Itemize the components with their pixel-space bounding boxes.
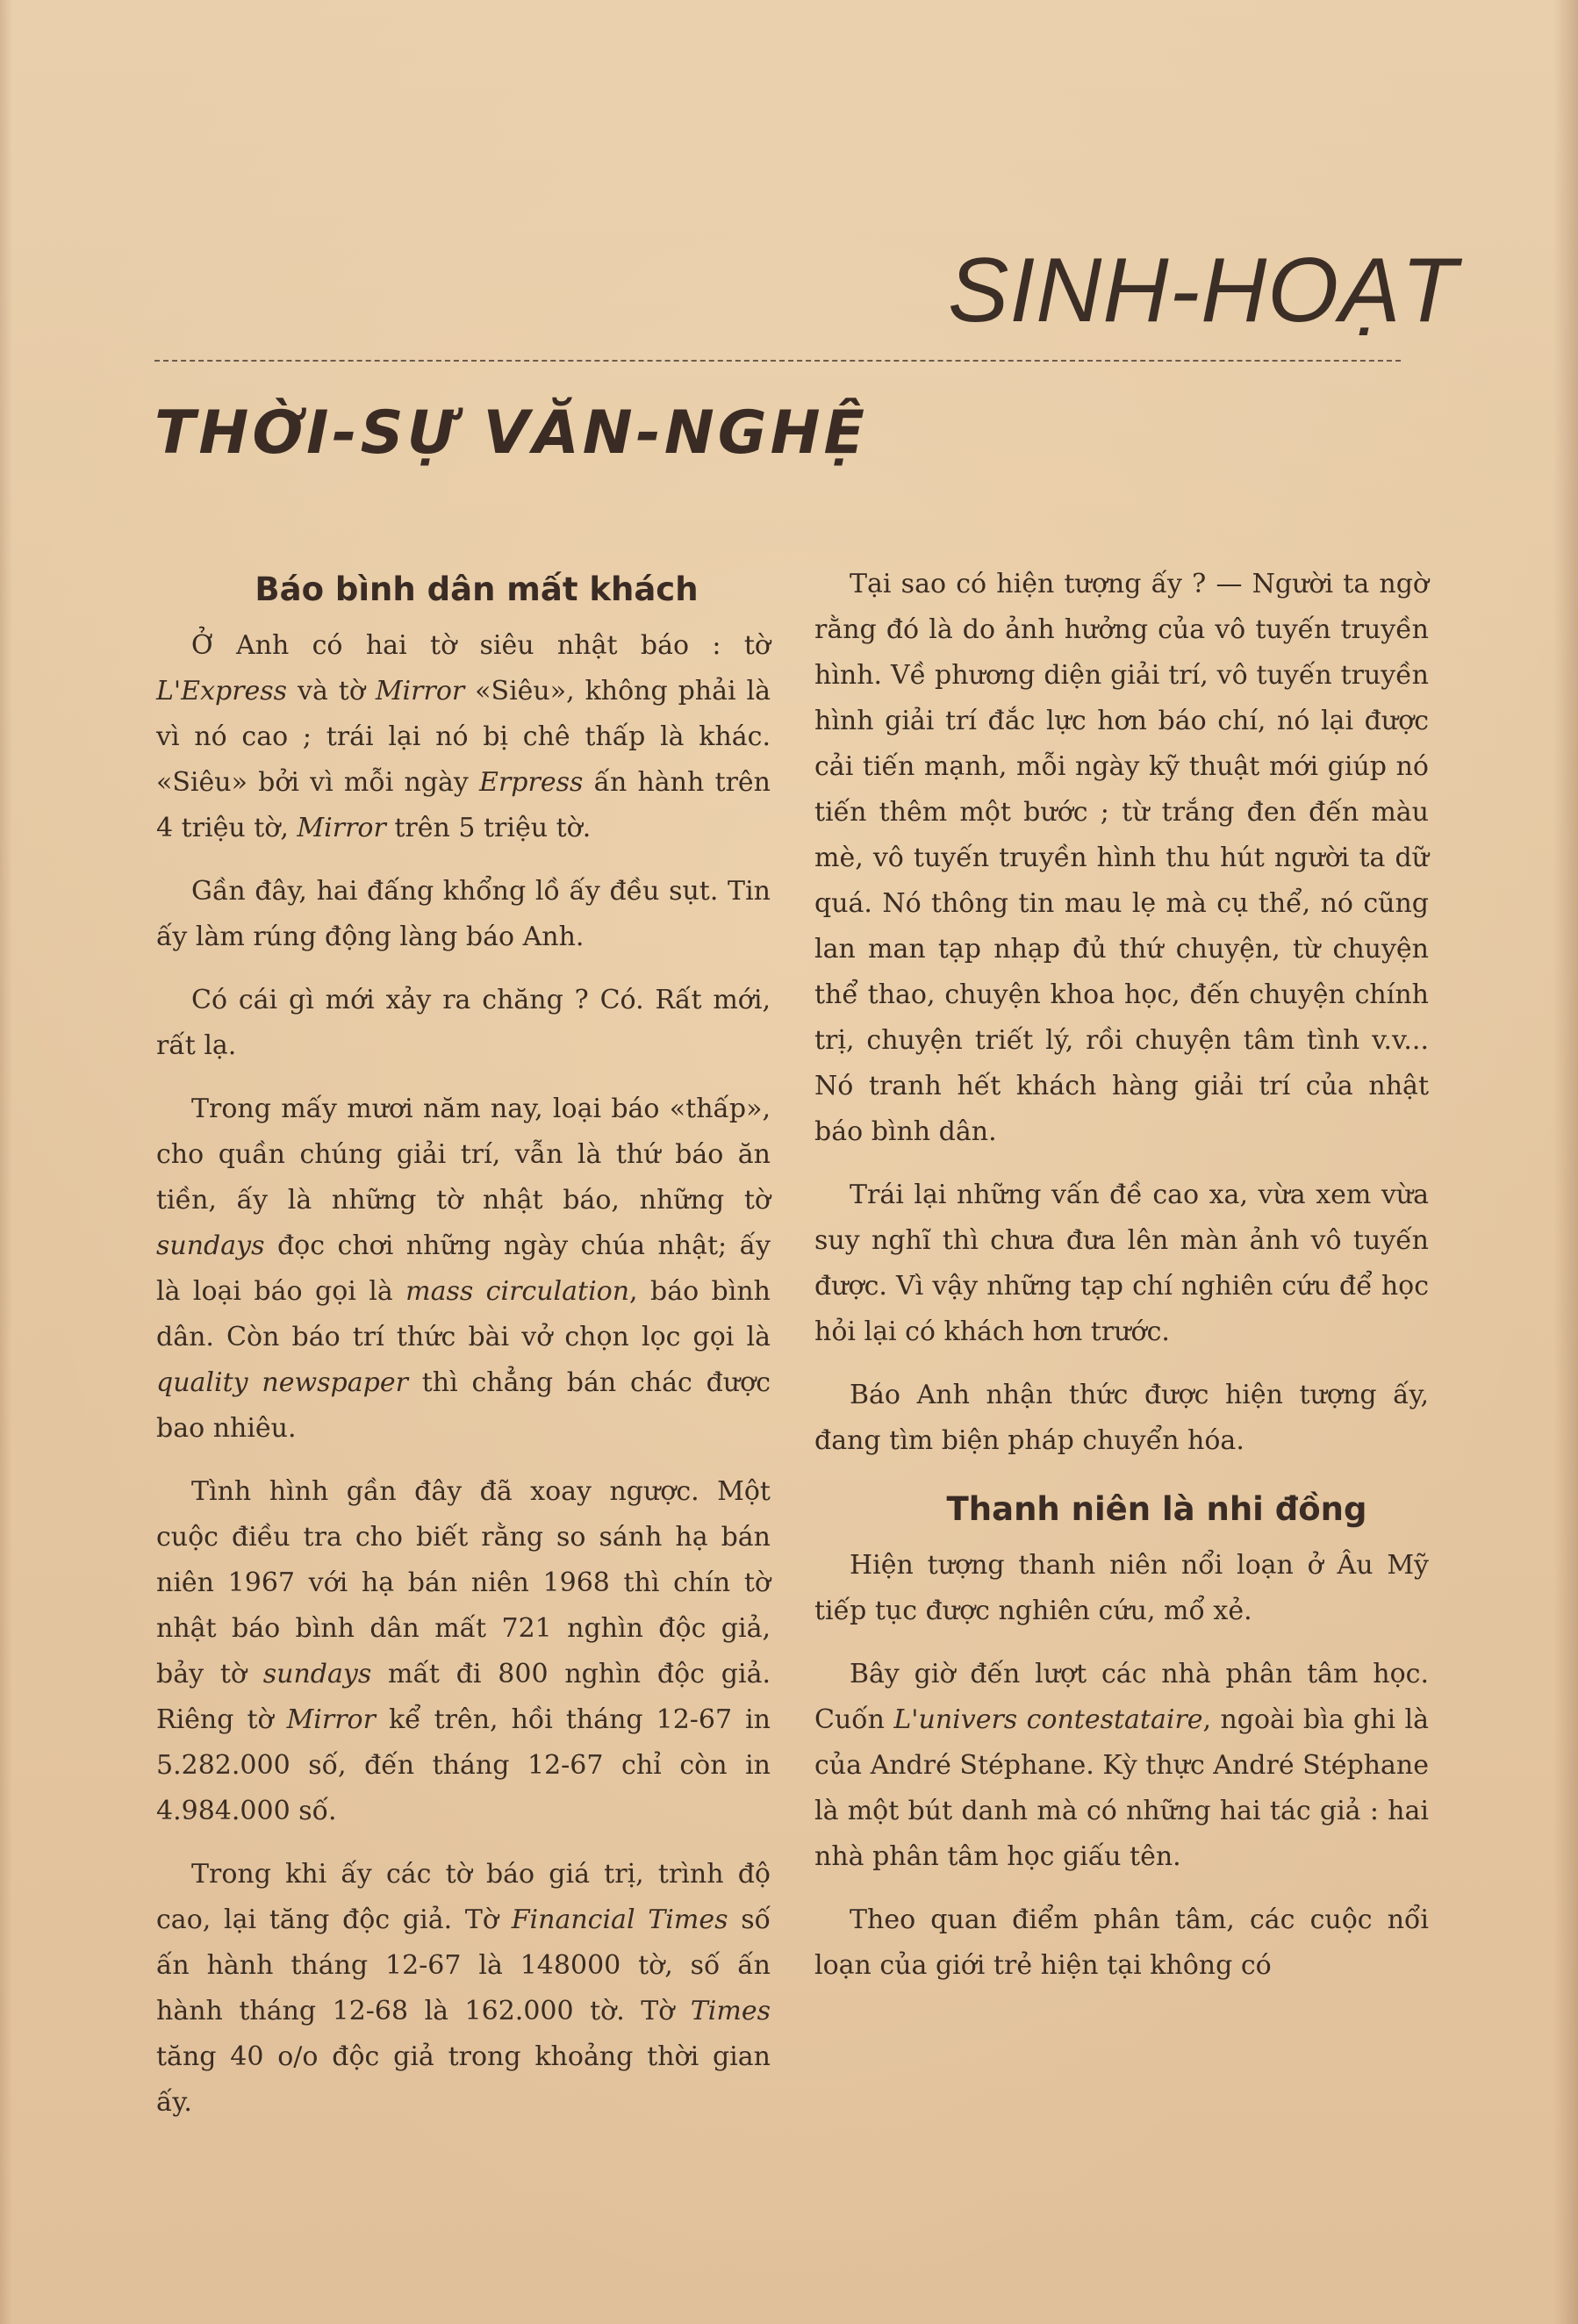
header-divider — [154, 360, 1401, 362]
paragraph: Báo Anh nhận thức được hiện tượng ấy, đang tìm biện pháp chuyển hóa. — [814, 1380, 1429, 1456]
paragraph: Bây giờ đến lượt các nhà phân tâm học. Cuốn L'univers contestataire, ngoài bìa ghi là của André Stéphane. Kỳ thực André Stéphane là một bút danh mà có những hai tác giả : hai nhà phân tâm học giấu tên. — [814, 1659, 1429, 1872]
right-column — [814, 562, 1429, 2006]
paragraph: Theo quan điểm phân tâm, các cuộc nổi loạn của giới trẻ hiện tại không có — [814, 1904, 1429, 1981]
paragraph: Hiện tượng thanh niên nổi loạn ở Âu Mỹ tiếp tục được nghiên cứu, mổ xẻ. — [814, 1550, 1429, 1626]
article-heading: Thanh niên là nhi đồng — [946, 1490, 1367, 1528]
page-edge-right — [1553, 0, 1578, 2324]
left-column — [156, 562, 771, 2143]
paragraph: Trái lại những vấn đề cao xa, vừa xem vừa suy nghĩ thì chưa đưa lên màn ảnh vô tuyến được. Vì vậy những tạp chí nghiên cứu để học hỏi lại có khách hơn trước. — [814, 1180, 1429, 1347]
paragraph: Trong khi ấy các tờ báo giá trị, trình độ cao, lại tăng độc giả. Tờ Financial Times số ấn hành tháng 12-67 là 148000 tờ, số ấn hành tháng 12-68 là 162.000 tờ. Tờ Times tăng 40 o/o độc giả trong khoảng thời gian ấy. — [156, 1859, 771, 2118]
section-title: SINH-HOẠT — [948, 240, 1458, 341]
page-edge-left — [0, 0, 12, 2324]
paragraph: Gần đây, hai đấng khổng lồ ấy đều sụt. Tin ấy làm rúng động làng báo Anh. — [156, 876, 771, 952]
paragraph: Ở Anh có hai tờ siêu nhật báo : tờ L'Express và tờ Mirror «Siêu», không phải là vì nó cao ; trái lại nó bị chê thấp là khác. «Siêu» bởi vì mỗi ngày Erpress ấn hành trên 4 triệu tờ, Mirror trên 5 triệu tờ. — [156, 630, 771, 843]
paragraph: Trong mấy mươi năm nay, loại báo «thấp», cho quần chúng giải trí, vẫn là thứ báo ăn tiền, ấy là những tờ nhật báo, những tờ sundays đọc chơi những ngày chúa nhật; ấy là loại báo gọi là mass circulation, báo bình dân. Còn báo trí thức bài vở chọn lọc gọi là quality newspaper thì chẳng bán chác được bao nhiêu. — [156, 1094, 771, 1444]
article-heading: Báo bình dân mất khách — [255, 570, 699, 608]
subsection-title: THỜI-SỰ VĂN-NGHỆ — [154, 398, 868, 468]
paragraph: Có cái gì mới xảy ra chăng ? Có. Rất mới, rất lạ. — [156, 985, 771, 1061]
paragraph: Tại sao có hiện tượng ấy ? — Người ta ngờ rằng đó là do ảnh hưởng của vô tuyến truyền hình. Về phương diện giải trí, vô tuyến truyền hình giải trí đắc lực hơn báo chí, nó lại được cải tiến mạnh, mỗi ngày kỹ thuật mới giúp nó tiến thêm một bước ; từ trắng đen đến màu mè, vô tuyến truyền hình thu hút người ta dữ quá. Nó thông tin mau lẹ mà cụ thể, nó cũng lan man tạp nhạp đủ thứ chuyện, từ chuyện thể thao, chuyện khoa học, đến chuyện chính trị, chuyện triết lý, rồi chuyện tâm tình v.v... Nó tranh hết khách hàng giải trí của nhật báo bình dân. — [814, 569, 1429, 1147]
paragraph: Tình hình gần đây đã xoay ngược. Một cuộc điều tra cho biết rằng so sánh hạ bán niên 1967 với hạ bán niên 1968 thì chín tờ nhật báo bình dân mất 721 nghìn độc giả, bảy tờ sundays mất đi 800 nghìn độc giả. Riêng tờ Mirror kể trên, hồi tháng 12-67 in 5.282.000 số, đến tháng 12-67 chỉ còn in 4.984.000 số. — [156, 1476, 771, 1826]
